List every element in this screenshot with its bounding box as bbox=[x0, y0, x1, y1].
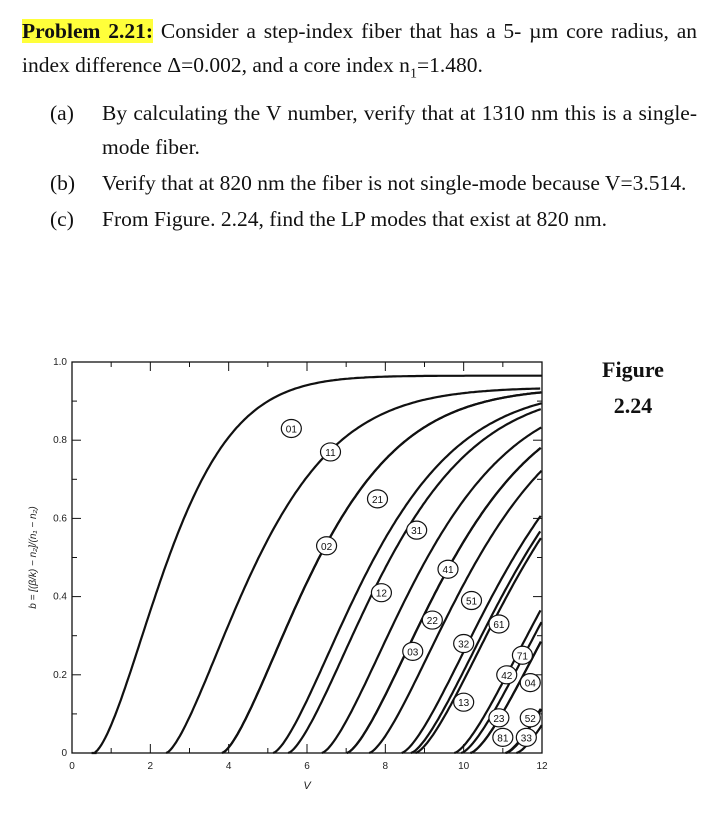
mode-label-23: 23 bbox=[493, 713, 505, 725]
problem-text-2: core radius, an index difference Δ=0.002, and a core index n bbox=[22, 19, 697, 77]
x-tick-label: 8 bbox=[382, 761, 389, 772]
y-tick-label: 0.8 bbox=[53, 435, 67, 447]
x-axis-label: V bbox=[303, 780, 311, 792]
x-tick-label: 2 bbox=[147, 761, 154, 772]
problem-text-1: Consider a step-index fiber that has a 5- bbox=[153, 19, 530, 43]
problem-parts bbox=[50, 96, 697, 238]
figure-caption-line2: 2.24 bbox=[613, 393, 653, 418]
y-tick-label: 0 bbox=[61, 748, 67, 759]
mode-label-33: 33 bbox=[520, 733, 532, 745]
mode-label-32: 32 bbox=[458, 639, 470, 651]
part-label: (b) bbox=[50, 171, 76, 195]
mode-label-51: 51 bbox=[465, 596, 478, 608]
y-tick-label: 0.6 bbox=[53, 513, 67, 525]
problem-subscript: 1 bbox=[409, 66, 417, 82]
part-c bbox=[50, 202, 697, 236]
mode-label-01: 01 bbox=[285, 424, 297, 436]
x-tick-label: 0 bbox=[69, 761, 75, 772]
y-tick-label: 0.4 bbox=[53, 591, 67, 603]
x-tick-label: 4 bbox=[225, 761, 232, 772]
mode-label-22: 22 bbox=[426, 616, 438, 628]
plot-area bbox=[28, 357, 548, 792]
problem-heading: Problem 2.21: bbox=[22, 19, 154, 43]
mode-chart bbox=[22, 348, 562, 803]
mode-label-42: 42 bbox=[501, 670, 513, 682]
plot-frame bbox=[72, 362, 542, 753]
figure-caption-line1: Figure bbox=[602, 357, 664, 382]
part-a bbox=[50, 96, 697, 164]
mode-label-41: 41 bbox=[442, 565, 454, 577]
mode-label-81: 81 bbox=[497, 733, 509, 745]
y-axis-label: b = [(β/k) − n₂]/(n₁ − n₂) bbox=[28, 506, 39, 609]
mode-label-04: 04 bbox=[524, 678, 536, 690]
mode-label-03: 03 bbox=[407, 647, 419, 659]
part-b bbox=[50, 166, 697, 200]
x-tick-label: 12 bbox=[536, 761, 548, 772]
part-label: (a) bbox=[50, 101, 74, 125]
mode-label-12: 12 bbox=[375, 588, 387, 600]
problem-statement bbox=[22, 14, 697, 91]
part-text: From Figure. 2.24, find the LP modes that exist at 820 nm. bbox=[102, 207, 608, 231]
mode-label-52: 52 bbox=[524, 713, 536, 725]
problem-text-3: =1.480. bbox=[416, 53, 483, 77]
mode-label-71: 71 bbox=[516, 651, 528, 663]
part-text: By calculating the V number, verify that at 1310 nm this is a single-mode fiber. bbox=[102, 101, 697, 159]
mode-label-61: 61 bbox=[493, 619, 505, 631]
part-label: (c) bbox=[50, 207, 74, 231]
y-tick-label: 1.0 bbox=[53, 357, 67, 368]
problem-unit: µm bbox=[529, 19, 559, 43]
part-text: Verify that at 820 nm the fiber is not single-mode because V=3.514. bbox=[102, 171, 687, 195]
x-tick-label: 6 bbox=[304, 761, 310, 772]
y-tick-label: 0.2 bbox=[53, 669, 67, 681]
mode-label-11: 11 bbox=[325, 447, 336, 459]
x-tick-label: 10 bbox=[458, 761, 470, 772]
mode-curve-11 bbox=[166, 389, 540, 754]
mode-label-02: 02 bbox=[321, 541, 333, 553]
mode-label-21: 21 bbox=[371, 494, 384, 506]
mode-label-31: 31 bbox=[411, 526, 423, 538]
figure-caption bbox=[578, 352, 688, 424]
mode-label-13: 13 bbox=[458, 698, 470, 710]
